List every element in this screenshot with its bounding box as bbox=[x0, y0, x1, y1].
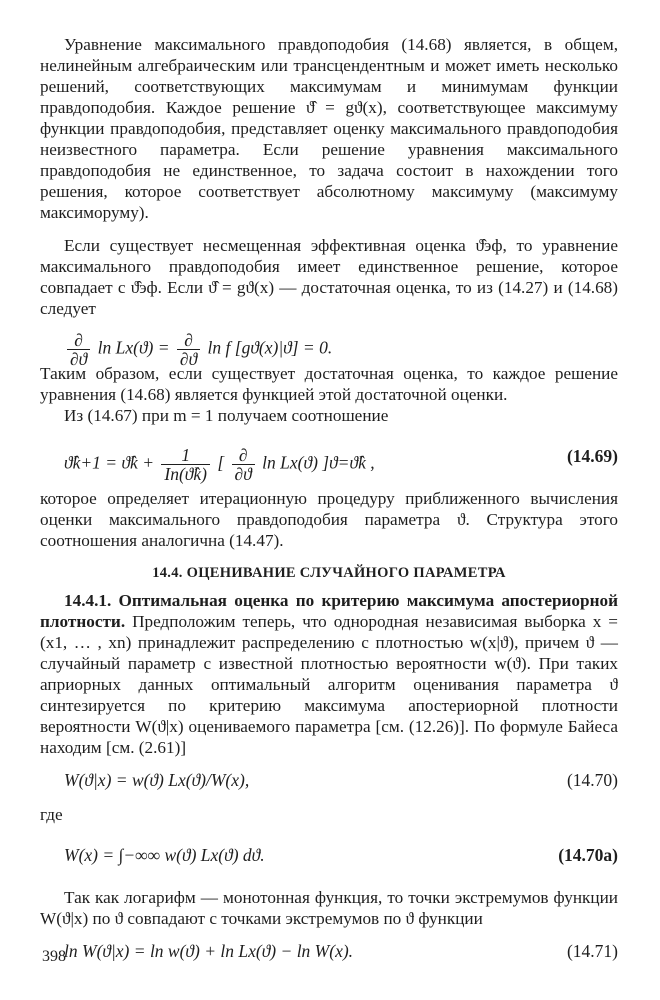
subsection-lead: 14.4.1. Оптимальная оценка по критерию максимума апостериорной плотности. bbox=[40, 591, 618, 631]
equation-number-14-70: (14.70) bbox=[566, 770, 618, 790]
fraction-partial-1: $\frac{\partial}{\partial ϑ}$ bbox=[67, 331, 90, 368]
equation-number-14-69: (14.69) bbox=[566, 446, 618, 466]
page-content bbox=[40, 34, 618, 973]
paragraph-from-14-67: Из (14.67) при m = 1 получаем соотношение bbox=[64, 406, 389, 425]
fraction-partial-2: $\frac{\partial}{\partial ϑ}$ bbox=[177, 331, 200, 368]
section-title: 14.4. ОЦЕНИВАНИЕ СЛУЧАЙНОГО ПАРАМЕТРА bbox=[152, 565, 506, 581]
fraction-fisher-inverse: $\frac{1}{In(ϑ̂k)}$ bbox=[161, 446, 210, 483]
equation-14-70: W(ϑ|x) = w(ϑ) Lx(ϑ)/W(x), (14.70) bbox=[64, 770, 618, 790]
fraction-partial-3: $\frac{\partial}{\partial ϑ}$ bbox=[232, 446, 255, 483]
equation-sufficient-derivative: $\frac{\partial}{\partial ϑ}$ ln Lx(ϑ) = $\frac{\partial}{\partial ϑ}$ ln f [gϑ(x)|ϑ] = 0. bbox=[40, 319, 618, 363]
paragraph-logarithm: Так как логарифм — монотонная функция, то точки экстремумов функции W(ϑ|x) по ϑ совпадают с точками экстремумов по ϑ функции bbox=[40, 888, 618, 928]
paragraph-efficient-estimate: Если существует несмещенная эффективная оценка ϑ̂эф, то уравнение максимального правдоподобия имеет единственное решение, которое совпадает с ϑ̂эф. Если ϑ̂ = gϑ(x) — достаточная оценка, то из (14.27) и (14.68) следует bbox=[40, 236, 618, 318]
paragraph-iterative: которое определяет итерационную процедуру приближенного вычисления оценки максимального правдоподобия параметра ϑ. Структура этого соотношения аналогична (14.47). bbox=[40, 489, 618, 550]
paragraph-ml-equation: Уравнение максимального правдоподобия (14.68) является, в общем, нелинейным алгебраическим или трансцендентным и может иметь несколько решений, соответствующих максимумам и минимумам функции правдоподобия. Каждое решение ϑ̂ = gϑ(x), соответствующее максимуму функции правдоподобия, представляет оценку максимального правдоподобия неизвестного параметра. Если решение уравнения максимального правдоподобия не единственное, то задача состоит в нахождении того решения, которое соответствует абсолютному максимуму (максимуму максиморуму). bbox=[40, 35, 618, 222]
equation-14-70a: W(x) = ∫−∞∞ w(ϑ) Lx(ϑ) dϑ. (14.70a) bbox=[64, 845, 618, 865]
page-number: 398 bbox=[42, 948, 66, 965]
paragraph-sufficient-conclusion: Таким образом, если существует достаточная оценка, то каждое решение уравнения (14.68) является функцией этой достаточной оценки. bbox=[40, 364, 618, 404]
word-where: где bbox=[40, 805, 63, 824]
equation-14-69: ϑ̂k+1 = ϑ̂k + $\frac{1}{In(ϑ̂k)}$ [ $\frac{\partial}{\partial ϑ}$ ln Lx(ϑ) ]ϑ=ϑ̂k , (14.69) bbox=[64, 445, 618, 484]
equation-number-14-71: (14.71) bbox=[566, 941, 618, 961]
equation-14-71: ln W(ϑ|x) = ln w(ϑ) + ln Lx(ϑ) − ln W(x). (14.71) bbox=[64, 941, 618, 961]
equation-number-14-70a: (14.70a) bbox=[558, 845, 618, 865]
paragraph-map-estimate: 14.4.1. Оптимальная оценка по критерию максимума апостериорной плотности. Предположим теперь, что однородная независимая выборка x = (x1, … , xn) принадлежит распределению с плотностью w(x|ϑ), причем ϑ — случайный параметр с известной плотностью вероятности w(ϑ). При таких априорных данных оптимальный алгоритм оценивания параметра ϑ синтезируется по критерию максимума апостериорной плотности вероятности W(ϑ|x) оцениваемого параметра [см. (12.26)]. По формуле Байеса находим [см. (2.61)] bbox=[40, 591, 619, 757]
